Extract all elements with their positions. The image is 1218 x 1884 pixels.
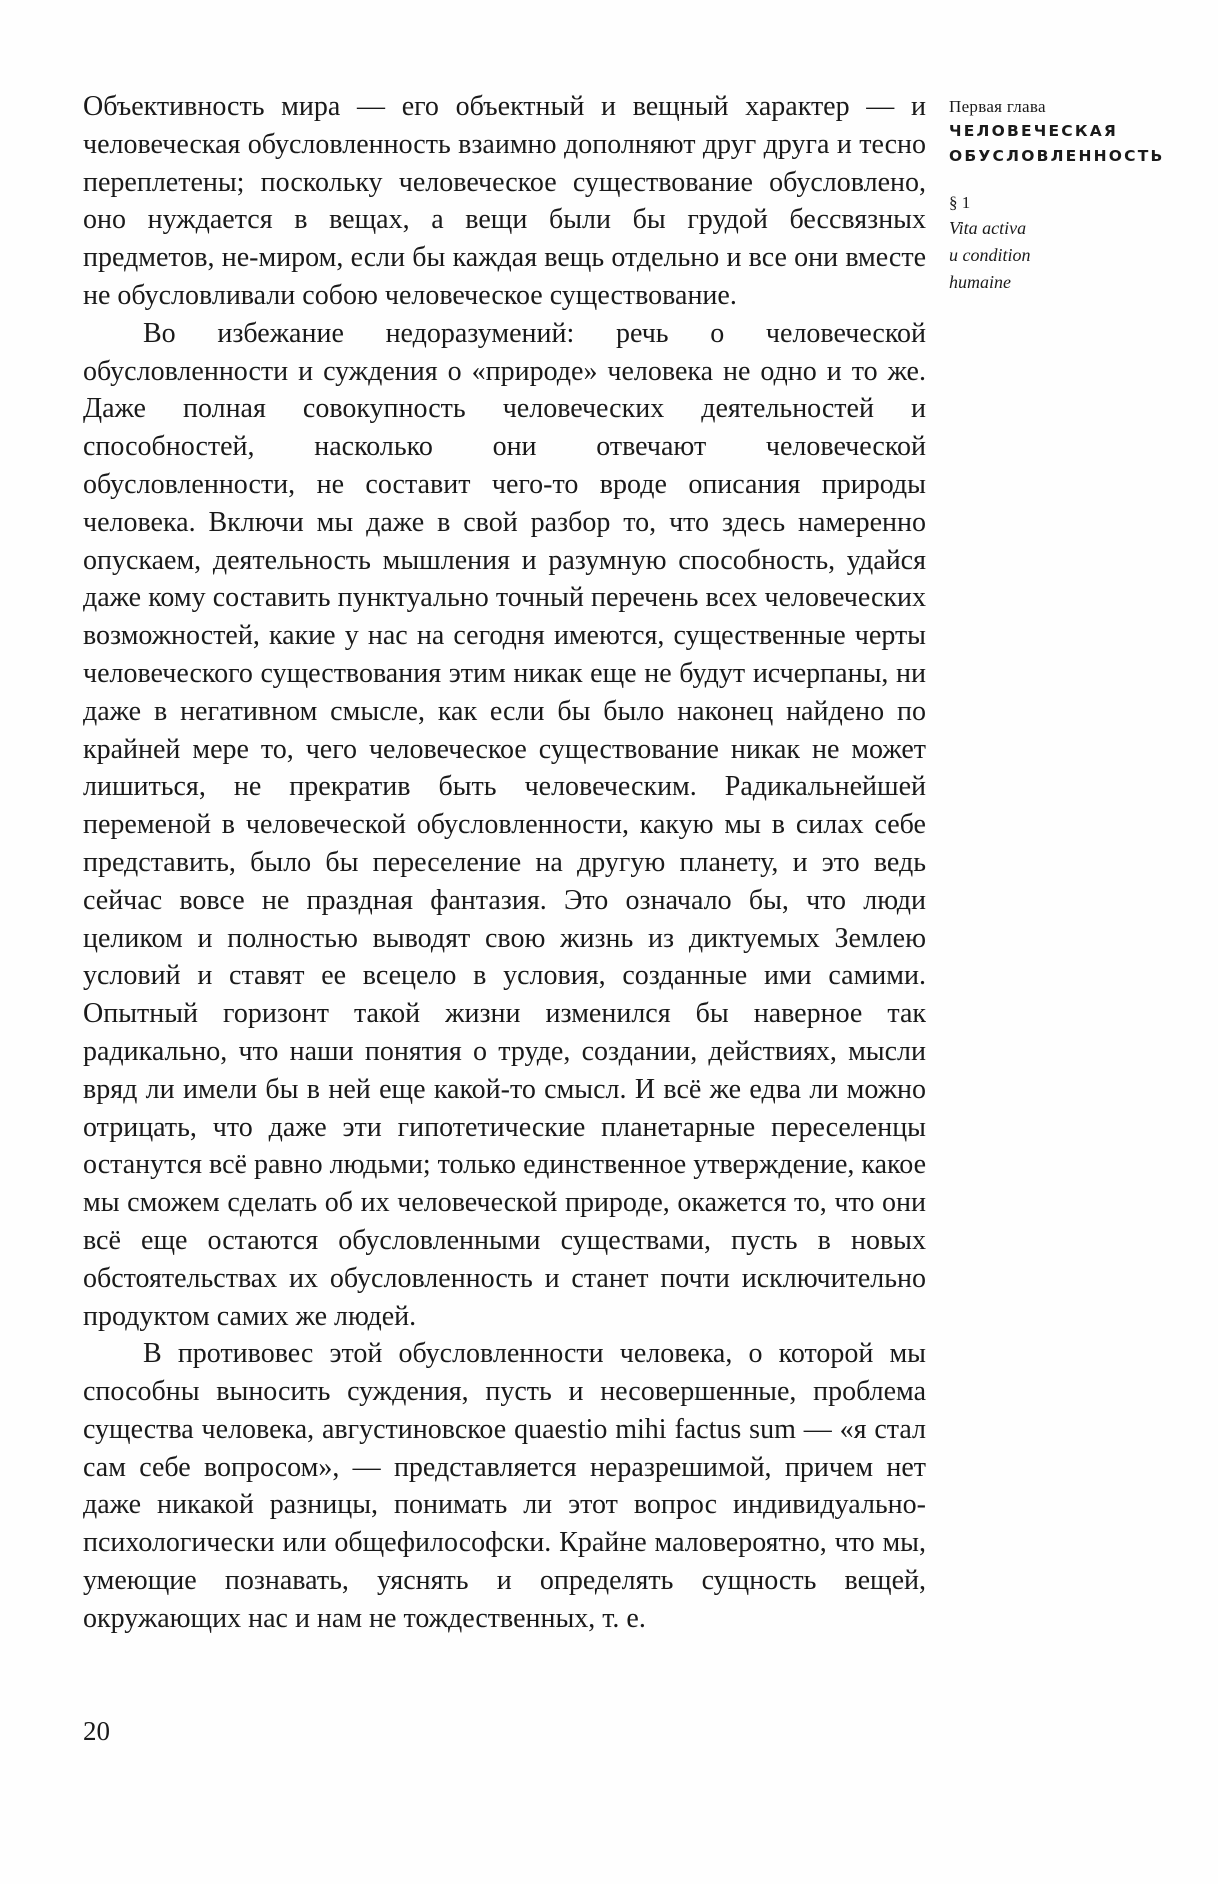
section-title-line-1: Vita activa bbox=[949, 218, 1027, 238]
chapter-title-line-2: ОБУСЛОВЛЕННОСТЬ bbox=[949, 147, 1165, 165]
paragraph-3: В противовес этой обусловленности человека, о которой мы способны выносить суждения, пусть и несовершенные, проблема существа человека, августиновское quaestio mihi factus sum — «я стал сам себе вопросом», — представляется неразрешимой, причем нет даже никакой разницы, понимать ли этот вопрос индивидуально-психологически или общефилософски. Крайне маловероятно, что мы, умеющие познавать, уяснять и определять сущность вещей, окружающих нас и нам не тождественных, т. е. bbox=[83, 1338, 926, 1634]
section-title bbox=[949, 215, 1199, 296]
section-title-line-3: humaine bbox=[949, 272, 1011, 292]
page-number: 20 bbox=[83, 1716, 110, 1746]
paragraph-2: Во избежание недоразумений: речь о человеческой обусловленности и суждения о «природе» человека не одно и то же. Даже полная совокупность человеческих деятельностей и способностей, насколько они отвечают человеческой обусловленности, не составит чего-то вроде описания природы человека. Включи мы даже в свой разбор то, что здесь намеренно опускаем, деятельность мышления и разумную способность, удайся даже кому составить пунктуально точный перечень всех человеческих возможностей, какие у нас на сегодня имеются, существенные черты человеческого существования этим никак еще не будут исчерпаны, ни даже в негативном смысле, как если бы было наконец найдено по крайней мере то, чего человеческое существование никак не может лишиться, не прекратив быть человеческим. Радикальнейшей переменой в человеческой обусловленности, какую мы в силах себе представить, было бы переселение на другую планету, и это ведь сейчас вовсе не праздная фантазия. Это означало бы, что люди целиком и полностью выводят свою жизнь из диктуемых Землею условий и ставят ее всецело в условия, созданные ими самими. Опытный горизонт такой жизни изменился бы наверное так радикально, что наши понятия о труде, создании, действиях, мысли вряд ли имели бы в ней еще какой-то смысл. И всё же едва ли можно отрицать, что даже эти гипотетические планетарные переселенцы останутся всё равно людьми; только единственное утверждение, какое мы сможем сделать об их человеческой природе, окажется то, что они всё еще остаются обусловленными существами, пусть в новых обстоятельствах их обусловленность и станет почти исключительно продуктом самих же людей. bbox=[83, 317, 926, 1332]
chapter-title-line-1: ЧЕЛОВЕЧЕСКАЯ bbox=[949, 122, 1119, 140]
chapter-title bbox=[949, 119, 1199, 169]
section-title-line-2: и condition bbox=[949, 245, 1031, 265]
main-text-column bbox=[83, 88, 926, 1638]
section-number: § 1 bbox=[949, 193, 971, 212]
paragraph-1: Объективность мира — его объектный и вещный характер — и человеческая обусловленность взаимно дополняют друг друга и тесно переплетены; поскольку человеческое существование обусловлено, оно нуждается в вещах, а вещи были бы грудой бессвязных предметов, не-миром, если бы каждая вещь отдельно и все они вместе не обусловливали собою человеческое существование. bbox=[83, 91, 926, 311]
margin-notes bbox=[949, 96, 1199, 296]
chapter-label: Первая глава bbox=[949, 97, 1046, 116]
